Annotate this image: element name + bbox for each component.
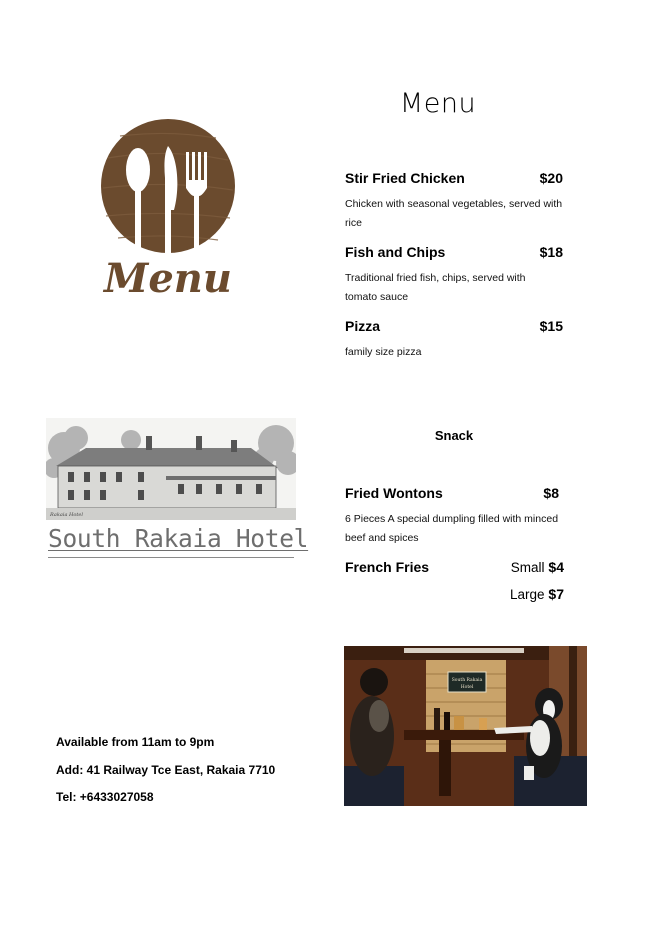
menu-logo: [98, 118, 238, 303]
item-price: $15: [539, 318, 563, 334]
menu-item-french-fries: [345, 559, 564, 575]
size-label-small: Small: [510, 560, 545, 575]
size-price-large: $7: [548, 586, 564, 602]
item-description: Traditional fried fish, chips, served with tomato sauce: [345, 272, 526, 303]
menu-item-stir-fried-chicken: [345, 170, 563, 186]
item-description: family size pizza: [345, 346, 422, 358]
address: Add: 41 Railway Tce East, Rakaia 7710: [56, 763, 276, 777]
item-name: French Fries: [345, 559, 430, 575]
item-description: Chicken with seasonal vegetables, served with rice: [345, 198, 563, 229]
phone-number: Tel: +6433027058: [56, 790, 154, 804]
menu-item-fried-wontons: [345, 485, 559, 501]
sign-line1: South Rakaia: [451, 678, 483, 683]
hotel-name: South Rakaia Hotel: [48, 524, 309, 553]
menu-item-fish-and-chips: [345, 244, 563, 260]
logo-text: Menu: [104, 255, 232, 302]
item-name: Stir Fried Chicken: [345, 170, 465, 186]
dogs-at-table-photo: [344, 646, 587, 806]
menu-item-pizza: [345, 318, 563, 334]
item-price: $18: [539, 244, 563, 260]
size-label-large: Large: [510, 587, 545, 602]
sign-line2: Hotel: [460, 685, 474, 690]
sketch-caption: Rakaia Hotel: [50, 512, 83, 518]
snack-heading: Snack: [434, 428, 474, 443]
size-price-small: $4: [548, 559, 564, 575]
item-name: Fish and Chips: [345, 244, 446, 260]
item-description: 6 Pieces A special dumpling filled with minced beef and spices: [345, 513, 559, 544]
hotel-sketch-image: [46, 418, 296, 520]
item-name: Pizza: [345, 318, 381, 334]
item-price: $20: [539, 170, 563, 186]
item-price: $8: [543, 485, 559, 501]
item-name: Fried Wontons: [345, 485, 443, 501]
fries-large-row: [345, 586, 564, 602]
page-title: Menu: [399, 88, 477, 119]
opening-hours: Available from 11am to 9pm: [56, 735, 215, 749]
